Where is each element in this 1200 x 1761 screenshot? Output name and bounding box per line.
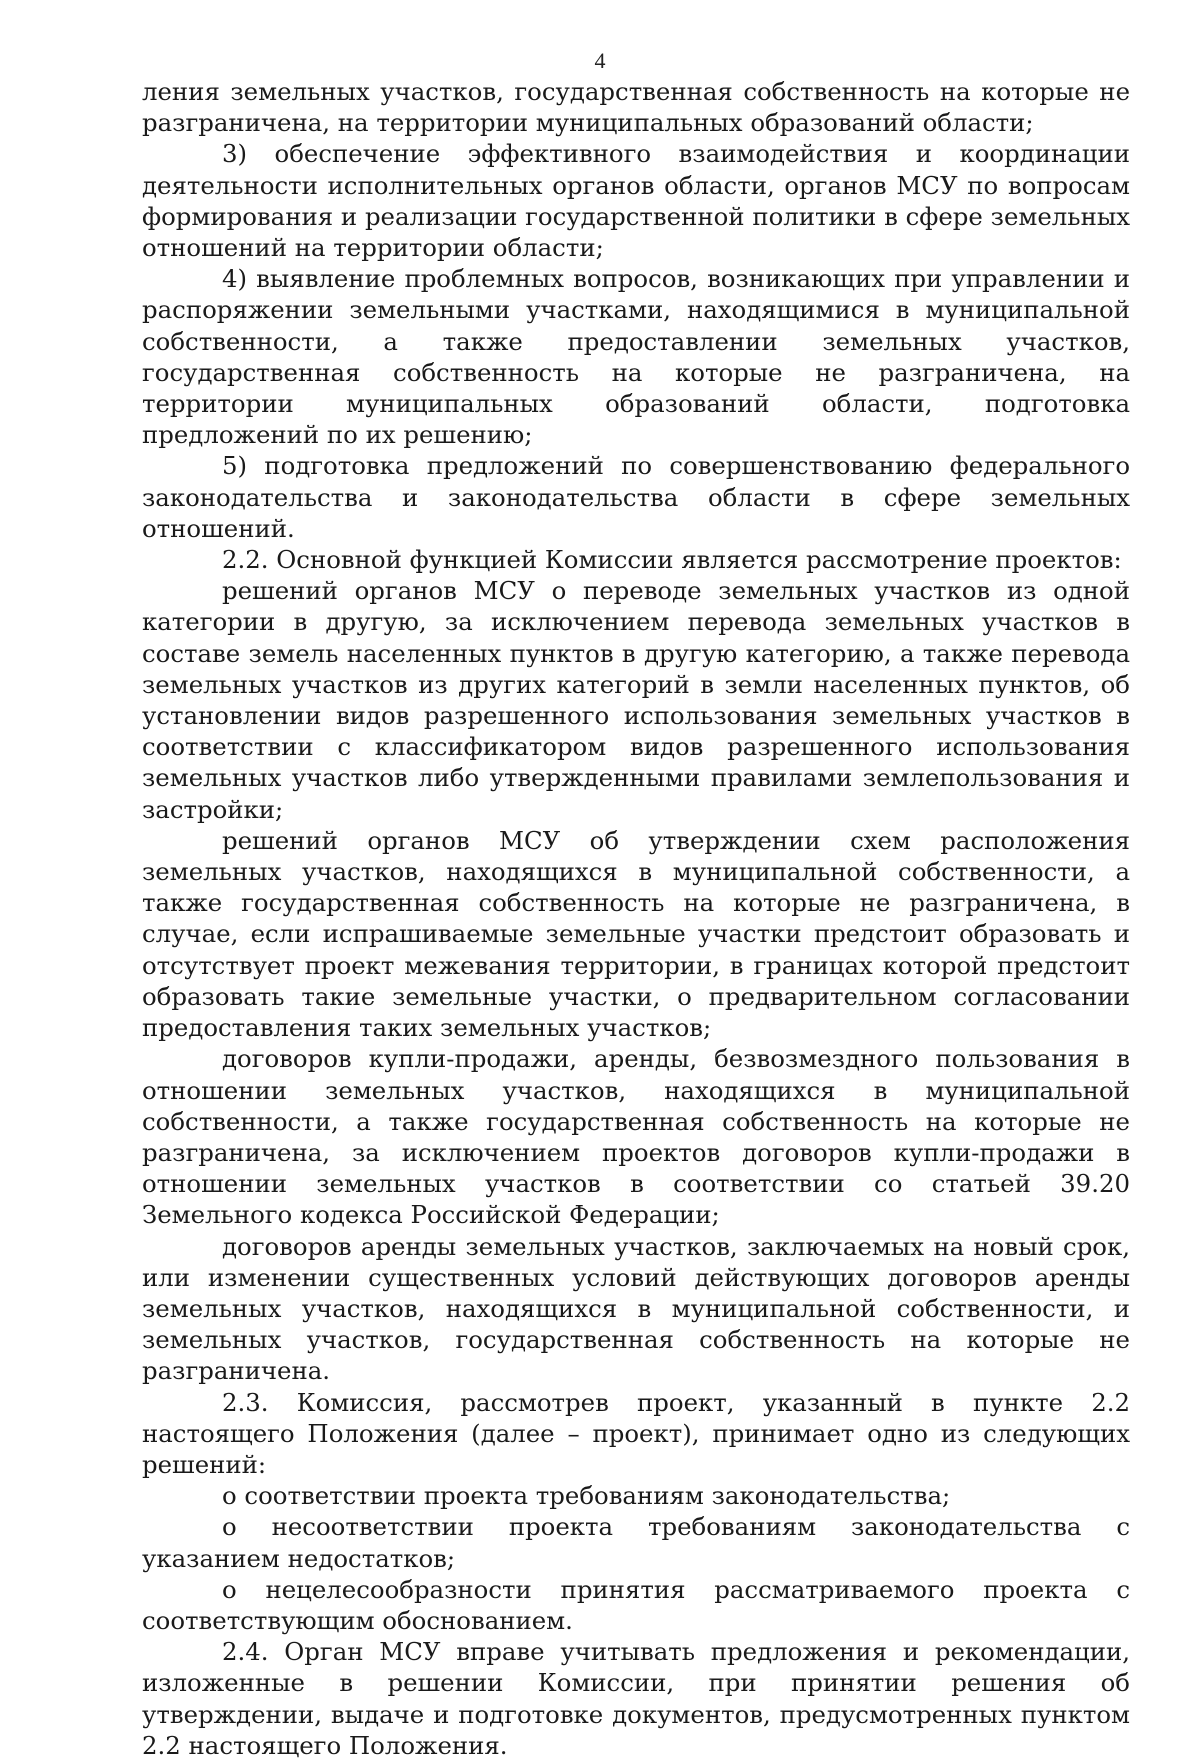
paragraph-projects-category-transfer: решений органов МСУ о переводе земельных участков из одной категории в другую, за исключением перевода земельных участков в составе земель населенных пунктов в другую категорию, а также перевода земельных участков из других категорий в земли населенных пунктов, об установлении видов разрешенного использования земельных участков в соответствии с классификатором видов разрешенного использования земельных участков либо утвержденными правилами землепользования и застройки; (142, 576, 1130, 824)
paragraph-decision-inexpedient: о нецелесообразности принятия рассматриваемого проекта с соответствующим обоснованием. (142, 1574, 1130, 1635)
paragraph-projects-lease-renewal: договоров аренды земельных участков, заключаемых на новый срок, или изменении существенных условий действующих договоров аренды земельных участков, находящихся в муниципальной собственности, и земельных участков, государственная собственность на которые не разграничена. (142, 1231, 1130, 1386)
paragraph-continuation: ления земельных участков, государственная собственность на которые не разграничена, на территории муниципальных образований области; (142, 77, 1130, 138)
paragraph-decision-compliance: о соответствии проекта требованиям законодательства; (222, 1481, 951, 1511)
paragraph-section-2-3: 2.3. Комиссия, рассмотрев проект, указанный в пункте 2.2 настоящего Положения (далее – проект), принимает одно из следующих решений: (142, 1387, 1130, 1479)
paragraph-section-2-4: 2.4. Орган МСУ вправе учитывать предложения и рекомендации, изложенные в решении Комиссии, при принятии решения об утверждении, выдаче и подготовке документов, предусмотренных пунктом 2.2 настоящего Положения. (142, 1637, 1130, 1760)
paragraph-section-2-2: 2.2. Основной функцией Комиссии является рассмотрение проектов: (222, 545, 1122, 575)
paragraph-decision-noncompliance: о несоответствии проекта требованиям законодательства с указанием недостатков; (142, 1512, 1130, 1573)
paragraph-item-4: 4) выявление проблемных вопросов, возникающих при управлении и распоряжении земельными участками, находящимися в муниципальной собственности, а также предоставлении земельных участков, государственная собственность на которые не разграничена, на территории муниципальных образований области, подготовка предложений по их решению; (142, 264, 1130, 450)
paragraph-item-3: 3) обеспечение эффективного взаимодействия и координации деятельности исполнительных органов области, органов МСУ по вопросам формирования и реализации государственной политики в сфере земельных отношений на территории области; (142, 139, 1130, 263)
paragraph-projects-location-schemes: решений органов МСУ об утверждении схем расположения земельных участков, находящихся в муниципальной собственности, а также государственная собственность на которые не разграничена, в случае, если испрашиваемые земельные участки предстоит образовать и отсутствует проект межевания территории, в границах которой предстоит образовать такие земельные участки, о предварительном согласовании предоставления таких земельных участков; (142, 825, 1130, 1043)
page-number: 4 (594, 48, 606, 73)
paragraph-projects-sale-lease: договоров купли-продажи, аренды, безвозмездного пользования в отношении земельных участков, находящихся в муниципальной собственности, а также государственная собственность на которые не разграничена, за исключением проектов договоров купли-продажи в отношении земельных участков в соответствии со статьей 39.20 Земельного кодекса Российской Федерации; (142, 1044, 1130, 1230)
document-body (142, 76, 1130, 1761)
paragraph-item-5: 5) подготовка предложений по совершенствованию федерального законодательства и законодательства области в сфере земельных отношений. (142, 451, 1130, 543)
